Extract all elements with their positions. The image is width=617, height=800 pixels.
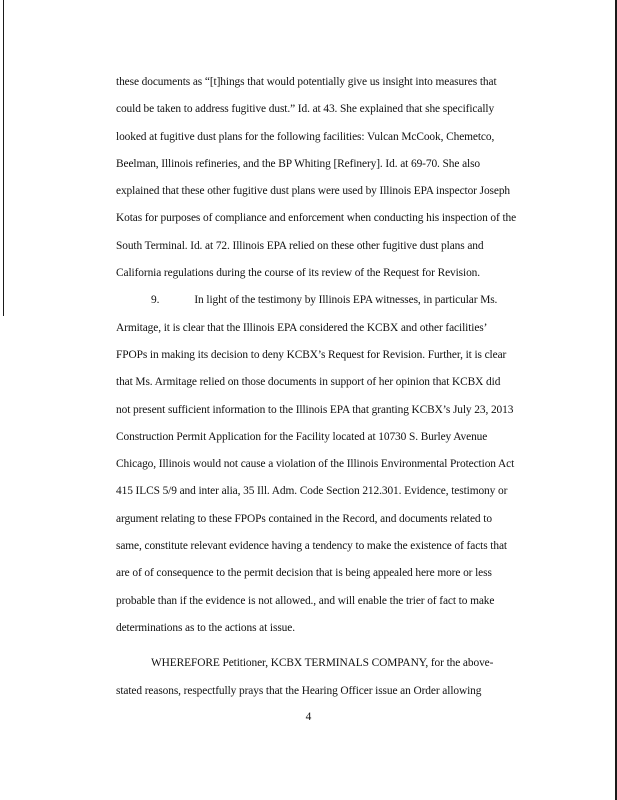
text-line: Armitage, it is clear that the Illinois EPA considered the KCBX and other facilities’ [116,321,488,334]
text-line: FPOPs in making its decision to deny KCBX’s Request for Revision. Further, it is clear [116,348,507,361]
text-line: WHEREFORE Petitioner, KCBX TERMINALS COMPANY, for the above- [151,657,494,670]
text-line: California regulations during the course of its review of the Request for Revision. [116,267,481,280]
text-line: same, constitute relevant evidence having a tendency to make the existence of facts that [116,540,507,553]
text-line: probable than if the evidence is not allowed., and will enable the trier of fact to make [116,594,495,607]
text-line: are of of consequence to the permit decision that is being appealed here more or less [116,567,492,580]
paragraph-number: 9. [151,294,160,307]
text-line: 415 ILCS 5/9 and inter alia, 35 Ill. Adm. Code Section 212.301. Evidence, testimony or [116,485,508,498]
paragraph-text: In light of the testimony by Illinois EPA witnesses, in particular Ms. [194,294,498,307]
paragraph-9 [116,287,546,642]
text-line: not present sufficient information to the Illinois EPA that granting KCBX’s July 23, 2013 [116,403,514,416]
page-left-edge-line [3,0,4,316]
text-line: South Terminal. Id. at 72. Illinois EPA relied on these other fugitive dust plans and [116,239,484,252]
text-line-first [116,287,546,314]
page-number: 4 [305,711,312,723]
body-text [116,69,546,705]
text-line: explained that these other fugitive dust plans were used by Illinois EPA inspector Joseph [116,185,511,198]
text-line: Beelman, Illinois refineries, and the BP Whiting [Refinery]. Id. at 69-70. She also [116,157,481,170]
text-line: Chicago, Illinois would not cause a violation of the Illinois Environmental Protection Act [116,458,515,471]
text-line: determinations as to the actions at issue. [116,621,295,634]
text-line: could be taken to address fugitive dust.” Id. at 43. She explained that she specifically [116,103,495,116]
text-line: that Ms. Armitage relied on those documents in support of her opinion that KCBX did [116,376,501,389]
text-line: Construction Permit Application for the Facility located at 10730 S. Burley Avenue [116,430,488,443]
text-line: looked at fugitive dust plans for the following facilities: Vulcan McCook, Chemetco, [116,130,495,143]
paragraph-wherefore [116,650,546,705]
paragraph-continuation [116,69,546,287]
text-line: Kotas for purposes of compliance and enforcement when conducting his inspection of the [116,212,517,225]
text-line: stated reasons, respectfully prays that the Hearing Officer issue an Order allowing [116,684,482,697]
text-line: argument relating to these FPOPs contained in the Record, and documents related to [116,512,492,525]
text-line: these documents as “[t]hings that would potentially give us insight into measures that [116,76,497,88]
